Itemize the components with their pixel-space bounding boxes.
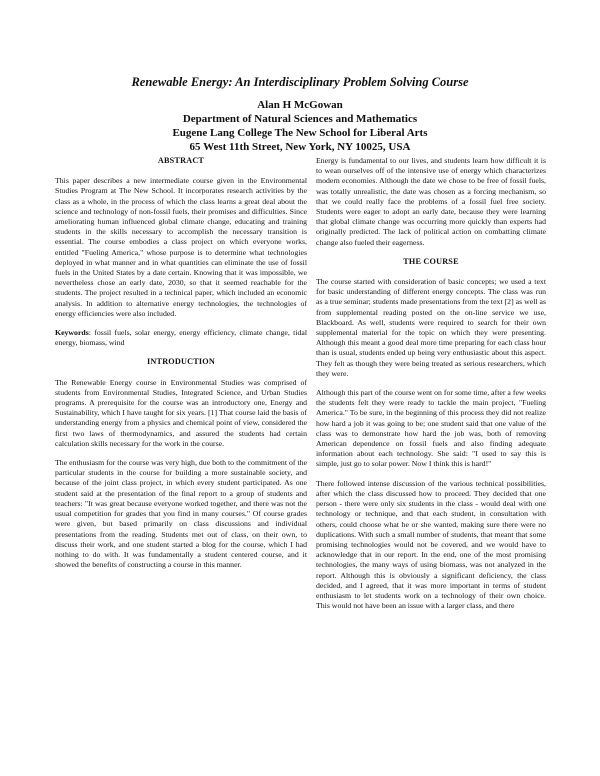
keywords bbox=[55, 328, 307, 348]
keywords-label: Keywords bbox=[55, 328, 89, 338]
abstract-text: This paper describes a new intermediate course given in the Environmental Studies Program at The New School. It incorporates research activities by the class as a whole, in the process of which the class learns a great deal about the science and technology of non-fossil fuels, their promises and difficulties. Since ameliorating human influenced global climate change, educating and training students in the skills necessary to accomplish the necessary transition is essential. The course embodies a class project on which everyone works, entitled "Fueling America," whose purpose is to determine what technologies deployed in what manner and in what quantities can eliminate the use of fossil fuels in the United States by a date certain. Knowing that it was impossible, we nevertheless chose an early date, 2030, so that it seemed reachable for the students. The project resulted in a technical paper, which included an economic analysis. In addition to alternative energy technologies, the technologies of energy efficiencies were also included. bbox=[55, 176, 307, 318]
introduction-paragraph: The Renewable Energy course in Environmental Studies was comprised of students from Environmental Studies, Integrated Science, and Urban Studies programs. A prerequisite for the course was an introductory one, Energy and Sustainability, which I have taught for six years. [1] That course laid the basis of understanding energy from a physics and chemical point of view, considered the first two laws of thermodynamics, and assured the students had certain calculation skills necessary for the work in the course. bbox=[55, 377, 307, 448]
introduction-continued-paragraph: Energy is fundamental to our lives, and students learn how difficult it is to wean ourselves off of the intensive use of energy which characterizes modern economies. Although the date we chose to be free of fossil fuels, was totally unrealistic, the date was chosen as a forcing mechanism, so that we could really face the problems of a fossil fuel free society. Students were eager to adopt an early date, because they were learning that global climate change was occurring more quickly than experts had originally predicted. The lack of political action on combatting climate change also fueled their eagerness. bbox=[316, 156, 546, 247]
course-paragraph: There followed intense discussion of the various technical possibilities, after which the class discussed how to proceed. They decided that one person - there were only six students in the class - would deal with one technology or technique, and that each student, in consultation with others, could choose what he or she wanted, making sure there were no duplications. With such a small number of students, that meant that some promising technologies would not be covered, and we would have to acknowledge that in our report. In the end, one of the most promising technologies, the many ways of using biomass, was not analyzed in the report. Although this is obviously a significant deficiency, the class decided, and I agreed, that it was more important in terms of student enthusiasm to let students work on a technology of their own choice. This would not have been an issue with a larger class, and there bbox=[316, 478, 546, 611]
course-paragraph: Although this part of the course went on for some time, after a few weeks the students felt they were ready to tackle the main project, "Fueling America." To be sure, in the beginning of this process they did not realize how hard a job it was going to be; one student said that one value of the class was to demonstrate how hard the job was, both of removing American dependence on fossil fuels and also finding adequate information about each technology. She said: "I used to say this is simple, just go to solar power. Now I think this is hard!" bbox=[316, 388, 546, 469]
keywords-text: : fossil fuels, solar energy, energy efficiency, climate change, tidal energy, biomass, wind bbox=[55, 328, 307, 348]
author-address: 65 West 11th Street, New York, NY 10025, USA bbox=[189, 141, 411, 153]
course-paragraph: The course started with consideration of basic concepts; we used a text for basic understanding of different energy concepts. The class was run as a true seminar; students made presentations from the text [2] as well as from supplemental reading posted on the on-line service we use, Blackboard. As well, students were required to search for their own supplemental material for the topic on which they were presenting. Although this meant a good deal more time preparing for each class hour than is usual, students ended up being very enthusiastic about this aspect. They felt as though they were being treated as serious researchers, which they were. bbox=[316, 277, 546, 378]
author-department: Department of Natural Sciences and Mathematics bbox=[182, 113, 418, 125]
author-college: Eugene Lang College The New School for Liberal Arts bbox=[172, 127, 428, 139]
author-block bbox=[0, 98, 600, 154]
right-column bbox=[316, 156, 546, 620]
paper-title: Renewable Energy: An Interdisciplinary Problem Solving Course bbox=[131, 75, 469, 89]
course-heading: THE COURSE bbox=[403, 256, 459, 266]
left-column bbox=[55, 156, 307, 579]
abstract-heading: ABSTRACT bbox=[157, 156, 205, 165]
introduction-heading: INTRODUCTION bbox=[147, 357, 215, 367]
author-name: Alan H McGowan bbox=[257, 99, 343, 111]
introduction-paragraph: The enthusiasm for the course was very high, due both to the commitment of the particular students in the course for building a more sustainable society, and because of the joint class project, in which every student participated. As one student said at the presentation of the final report to a group of students and teachers: "It was great because everyone worked together, and there was not the usual competition for grades that you find in many courses." Of course grades were given, but based primarily on class discussions and individual presentations from the reading. Students met out of class, on their own, to discuss their work, and one student started a blog for the course, which I had nothing to do with. It was fundamentally a student centered course, and it showed the benefits of constructing a course in this manner. bbox=[55, 458, 307, 570]
